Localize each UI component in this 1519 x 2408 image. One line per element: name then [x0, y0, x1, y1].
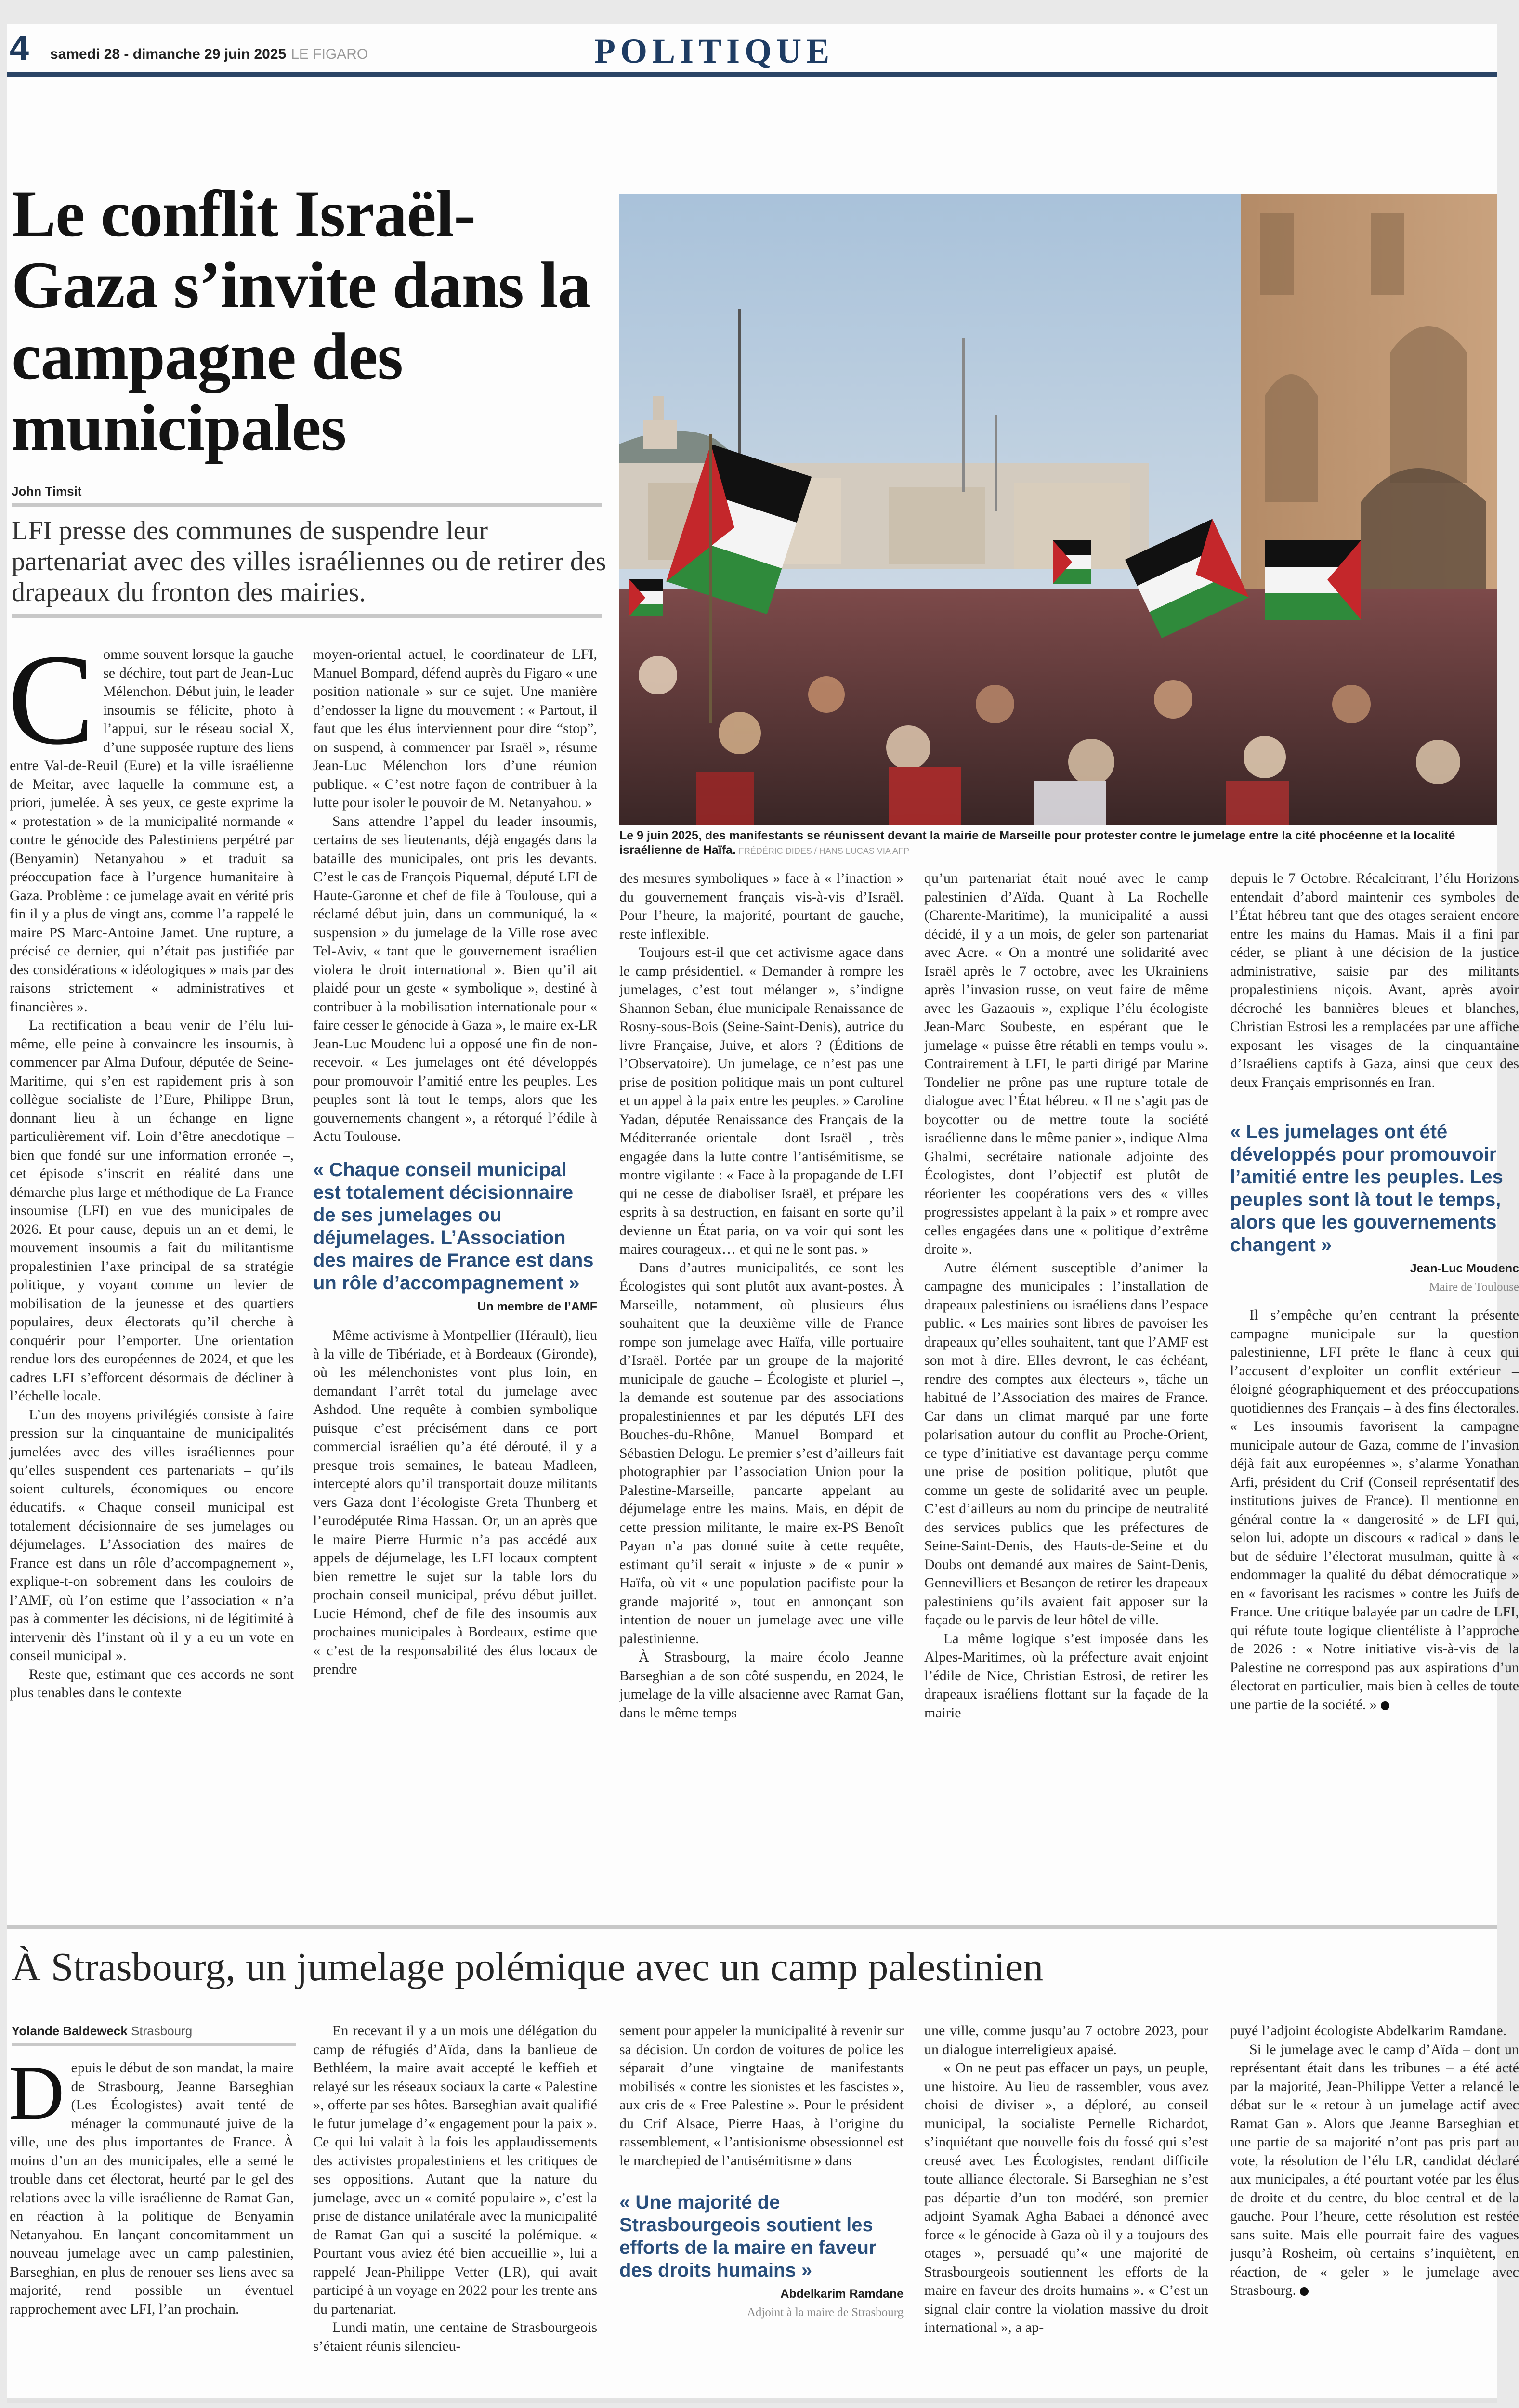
dateline — [50, 46, 368, 63]
paragraph: une ville, comme jusqu’au 7 octobre 2023, pour un dialogue interreligieux apaisé. — [924, 2023, 1208, 2057]
caption-text: Le 9 juin 2025, des manifestants se réunissent devant la mairie de Marseille pour protester contre le jumelage entre la cité phocéenne et la localité israélienne de Haïfa. — [619, 829, 1455, 857]
paragraph: Reste que, estimant que ces accords ne sont plus tenables dans le contexte — [10, 1666, 294, 1701]
drop-cap: C — [8, 628, 95, 772]
byline-place: Strasbourg — [131, 2024, 193, 2038]
photo-caption — [619, 828, 1486, 858]
byline-name: Yolande Baldeweck — [12, 2024, 128, 2038]
article-byline: John Timsit — [12, 484, 82, 498]
paragraph: Autre élément susceptible d’animer la campagne des municipales : l’installation de drapeaux palestiniens ou israéliens dans l’espace public. « Les mairies sont libres de pavoiser les drapeaux qu’elles souhaitent, tant que l’AMF est son mot à dire. Elles devront, le cas échéant, rendre des comptes aux électeurs », tâche un habitué de l’Association des maires de France. Car dans un climat marqué par une forte polarisation autour du conflit au Proche-Orient, ce type d’initiative est davantage perçu comme une prise de position politique, plutôt que comme un geste de solidarité avec un peuple. C’est d’ailleurs au nom du principe de neutralité des services publics que les préfectures de Seine-Saint-Denis, des Hauts-de-Seine et du Doubs ont demandé aux maires de Saint-Denis, Gennevilliers et Besançon de retirer les drapeaux palestiniens qu’ils avaient fait apposer sur la façade ou le parvis de leur hôtel de ville. — [924, 1259, 1208, 1628]
issue-date: samedi 28 - dimanche 29 juin 2025 — [50, 46, 287, 62]
article-column-5 — [1230, 869, 1519, 1917]
paragraph: des mesures symboliques » face à « l’inaction » du gouvernement français vis-à-vis d’Israël. Pour l’heure, la majorité, pourtant de gauche, reste inflexible. — [619, 870, 904, 942]
paragraph: qu’un partenariat était noué avec le camp palestinien d’Aïda. Quant à La Rochelle (Charente-Maritime), la municipalité a aussi décidé, il y a un mois, de geler son partenariat avec Acre. « On a montré une solidarité avec Israël après le 7 octobre, avec les Ukrainiens après l’invasion russe, on veut faire de même avec les Gazaouis », explique l’élu écologiste Jean-Marc Soubeste, en espérant que le jumelage « puisse être rétabli en temps voulu ». Contrairement à LFI, le parti dirigé par Marine Tondelier ne prône pas une rupture totale de dialogue avec l’État hébreu. « Il ne s’agit pas de boycotter ou de mettre toute la société israélienne dans le même panier », indique Alma Ghalmi, secrétaire nationale adjointe des Écologistes, dont l’objectif est plutôt de réorienter les coopérations vers des « villes progressistes appelant à la paix » et rompre avec celles engagées dans une « politique d’extrême droite ». — [924, 870, 1208, 1257]
paragraph: Lundi matin, une centaine de Strasbourgeois s’étaient réunis silencieu- — [313, 2319, 597, 2354]
article-photo — [619, 194, 1497, 825]
article-column-4 — [924, 869, 1208, 1917]
header-rule — [7, 72, 1497, 77]
pull-quote: « Chaque conseil municipal est totalement décisionnaire de ses jumelages ou déjumelages. L’Association des maires de France est dans un rôle d’accompagnement » — [313, 1159, 594, 1294]
paragraph: « On ne peut pas effacer un pays, un peuple, une histoire. Au lieu de rassembler, vous avez choisi de diviser », a déploré, au conseil municipal, la socialiste Pernelle Richardot, s’inquiétant que nouvelle fois du fossé qui s’est creusé avec Les Écologistes, rendant difficile toute alliance électorale. Si Barseghian ne s’est pas départie d’un ton modéré, son premier adjoint Syamak Agha Babaei a dénoncé avec force « le génocide à Gaza où il y a toujours des otages », persuadé qu’« une majorité de Strasbourgeois soutiennent les efforts de la maire en faveur des droits humains ». « C’est un signal clair contre la violation massive du droit international », a ap- — [924, 2060, 1208, 2335]
article2-byline — [12, 2024, 192, 2039]
divider — [12, 2043, 296, 2046]
paragraph: À Strasbourg, la maire écolo Jeanne Barseghian a de son côté suspendu, en 2024, le jumelage de la ville alsacienne avec Ramat Gan, dans le même temps — [619, 1649, 904, 1721]
divider — [12, 503, 602, 507]
paragraph: La rectification a beau venir de l’élu lui-même, elle peine à convaincre les insoumis, à commencer par Alma Dufour, députée de Seine-Maritime, qui s’en est rapidement pris à son collègue socialiste de l’Eure, Philippe Brun, donnant lieu à un échange en ligne particulièrement vif. Loin d’être anecdotique – bien que fondé sur une information erronée –, cet épisode s’inscrit en réalité dans une démarche plus large et méthodique de La France insoumise (LFI) en vue des municipales de 2026. Et pour cause, depuis un an et demi, le mouvement insoumis a fait du militantisme propalestinien l’axe principal de sa stratégie politique, y voyant comme un levier de mobilisation de la jeunesse et des quartiers populaires, deux électorats qu’il cherche à conquérir pour l’emporter. Une orientation rendue lors des européennes de 2024, et que les cadres LFI s’efforcent désormais de décliner à l’échelle locale. — [10, 1017, 294, 1404]
paragraph: omme souvent lorsque la gauche se déchire, tout part de Jean-Luc Mélenchon. Début juin, le leader insoumis se félicite, photo à l’appui, sur le réseau social X, d’une supposée rupture des liens entre Val-de-Reuil (Eure) et la ville israélienne de Meitar, avec laquelle la commune est, a priori, jumelée. À ses yeux, ce geste exprime la « protestation » de la municipalité normande « contre le génocide des Palestiniens perpétré par (Benyamin) Netanyahou » et traduit sa préoccupation face à l’urgence humanitaire à Gaza. Problème : ce jumelage avait en vérité pris fin il y a plus de vingt ans, comme l’a rappelé le maire PS Marc-Antoine Jamet. Une rupture, a précisé ce dernier, qui n’était pas justifiée par des considérations « idéologiques » mais par des raisons strictement « administratives et financières ». — [10, 646, 294, 1015]
pull-quote-role: Maire de Toulouse — [1429, 1280, 1519, 1294]
article2-column-1 — [9, 2050, 294, 2396]
end-of-article-mark — [1381, 1701, 1389, 1710]
pull-quote: « Une majorité de Strasbourgeois soutient les efforts de la maire en faveur des droits humains » — [619, 2192, 877, 2281]
article2-headline: À Strasbourg, un jumelage polémique avec un camp palestinien — [12, 1945, 1044, 1989]
paragraph: Dans d’autres municipalités, ce sont les Écologistes qui sont plutôt aux avant-postes. À Marseille, notamment, où plusieurs élus souhaitent que la deuxième ville de France rompe son jumelage avec Haïfa, ville portuaire d’Israël. Portée par un groupe de la majorité municipale de gauche – Écologiste et pluriel –, la demande est soutenue par des associations propalestiniennes et par les députés LFI des Bouches-du-Rhône, Manuel Bompard et Sébastien Delogu. Le premier s’est d’ailleurs fait photographier par l’association Union pour la Palestine-Marseille, pancarte appelant au déjumelage entre les mains. Mais, en dépit de cette pression militante, le maire ex-PS Benoît Payan n’a pas donné suite à cette requête, estimant qu’il serait « injuste » de « punir » Haïfa, où vit « une population pacifiste pour la grande majorité », tout en annonçant son intention de nouer un jumelage avec une ville palestinienne. — [619, 1259, 904, 1647]
paragraph: Même activisme à Montpellier (Hérault), lieu à la ville de Tibériade, et à Bordeaux (Gironde), où les mélenchonistes vont plus loin, en demandant l’arrêt total du jumelage avec Ashdod. Une requête à combien symbolique puisque c’est précisément dans ce port commercial israélien qu’a été dérouté, il y a presque trois semaines, le bateau Madleen, intercepté alors qu’il transportait douze militants vers Gaza dont l’écologiste Greta Thunberg et l’eurodéputée Rima Hassan. Or, un an après que le maire Pierre Hurmic n’a pas accédé aux appels de déjumelage, les LFI locaux comptent bien remettre le sujet sur la table lors du prochain conseil municipal, prévu début juillet. Lucie Hémond, chef de file des insoumis aux prochaines municipales à Bordeaux, estime que « c’est de la responsabilité des élus locaux de prendre — [313, 1327, 597, 1677]
paragraph: Sans attendre l’appel du leader insoumis, certains de ses lieutenants, déjà engagés dans la bataille des municipales, ont pris les devants. C’est le cas de François Piquemal, député LFI de Haute-Garonne et chef de file à Toulouse, qui a réclamé début juin, dans un communiqué, la « suspension » du jumelage de la Ville rose avec Tel-Aviv, « tant que le gouvernement israélien violera le droit international ». Bien qu’il ait plaidé pour un geste « symbolique », destiné à contribuer à la mobilisation internationale pour « faire cesser le génocide à Gaza », le maire ex-LR Jean-Luc Moudenc lui a opposé une fin de non-recevoir. « Les jumelages ont été développés pour promouvoir l’amitié entre les peuples. Les peuples sont là tout le temps, alors que les gouvernements changent », a rétorqué l’édile à Actu Toulouse. — [313, 813, 597, 1144]
article2-column-4 — [924, 2022, 1208, 2396]
paragraph: Toujours est-il que cet activisme agace dans le camp présidentiel. « Demander à rompre les jumelages, c’est tout mélanger », s’indigne Shannon Seban, élue municipale Renaissance de Rosny-sous-Bois (Seine-Saint-Denis), autrice du livre Française, Juive, et alors ? (Éditions de l’Observatoire). Un jumelage, ce n’est pas une prise de position politique mais un pont culturel et un appel à la paix entre les peuples. » Caroline Yadan, députée Renaissance des Français de la Méditerranée orientale – dont Israël –, très engagée dans la lutte contre l’antisémitisme, se montre vigilante : « Face à la propagande de LFI qui ne cesse de diaboliser Israël, et prépare les esprits à sa destruction, en faisant en sorte qu’il devienne un État paria, on va voir qui sont les maires courageux… et qui ne le sont pas. » — [619, 944, 904, 1257]
newspaper-name: LE FIGARO — [291, 46, 368, 62]
paragraph: En recevant il y a un mois une délégation du camp de réfugiés d’Aïda, dans la banlieue de Bethléem, la maire avait accepté le keffieh et relayé sur les réseaux sociaux la carte « Palestine », offerte par ses hôtes. Barseghian avait qualifié le futur jumelage d’« engagement pour la paix ». Ce qui lui valait à la fois les applaudissements des activistes propalestiniens et les critiques de ses oppositions. Autant que la nature du jumelage, avec un « comité populaire », c’est la prise de distance unilatérale avec la municipalité de Ramat Gan qui a suscité la polémique. « Pourtant vous aviez été bien accueillie », lui a rappelé Jean-Philippe Vetter (LR), qui avait participé à un voyage en 2022 pour les trente ans du partenariat. — [313, 2023, 597, 2317]
paragraph-text: Si le jumelage avec le camp d’Aïda – dont un représentant était dans les tribunes – a été acté par la majorité, Jean-Philippe Vetter a relancé le débat sur le « retour à un jumelage actif avec Ramat Gan ». Alors que Jeanne Barseghian et une partie de sa majorité n’ont pas pris part au vote, la résolution de l’élu LR, candidat déclaré aux municipales, a été pourtant votée par les élus de droite et du centre, du bloc central et de la gauche. Pour l’heure, cette résolution est restée sans suite. Mais elle pourrait faire des vagues jusqu’à Rosheim, où certains s’inquiètent, en réaction, de « geler » le jumelage avec Strasbourg. — [1230, 2041, 1519, 2298]
paragraph: moyen-oriental actuel, le coordinateur de LFI, Manuel Bompard, défend auprès du Figaro « une position nationale » sur ce sujet. Une manière d’endosser la ligne du mouvement : « Partout, il faut que les élus interviennent pour dire “stop”, on suspend, à commencer par Israël », résume Jean-Luc Mélenchon lors d’une réunion publique. « C’est notre façon de contribuer à la lutte pour isoler le pouvoir de M. Netanyahou. » — [313, 646, 597, 811]
pull-quote: « Les jumelages ont été développés pour promouvoir l’amitié entre les peuples. Les peuples sont là tout le temps, alors que les gouvernements changent » — [1230, 1121, 1503, 1256]
paragraph: depuis le 7 Octobre. Récalcitrant, l’élu Horizons entendait d’abord maintenir ces symboles de l’État hébreu tant que des otages seraient encore entre les mains du Hamas. Mais il a fini par céder, se pliant à une décision de la justice administrative, saisie par des militants propalestiniens niçois. Avant, après avoir décroché les bannières bleues et blanches, Christian Estrosi les a remplacées par une affiche exposant les visages de la cinquantaine d’Israéliens captifs à Gaza, ainsi que ceux des deux Français emprisonnés en Iran. — [1230, 870, 1519, 1090]
article2-column-5 — [1230, 2022, 1519, 2396]
paragraph: sement pour appeler la municipalité à revenir sur sa décision. Un cordon de voitures de police les séparait d’une vingtaine de manifestants mobilisés « contre les sionistes et les fascistes », aux cris de « Free Palestine ». Pour le président du Crif Alsace, Pierre Haas, à l’origine du rassemblement, « l’antisionisme obsessionnel est le marchepied de l’antisémitisme » dans — [619, 2023, 904, 2169]
article-column-1 — [8, 628, 294, 1917]
pull-quote-author: Abdelkarim Ramdane — [780, 2287, 904, 2301]
section-rubric: POLITIQUE — [594, 32, 835, 70]
article-headline: Le conflit Israël-Gaza s’invite dans la campagne des municipales — [12, 177, 590, 464]
paragraph — [1230, 2041, 1519, 2300]
divider — [12, 614, 602, 618]
paragraph: L’un des moyens privilégiés consiste à faire pression sur la cinquantaine de municipalités jumelées avec des villes israéliennes pour qu’elles suspendent ces partenariats – qu’ils soient culturels, économiques ou encore éducatifs. « Chaque conseil municipal est totalement décisionnaire de ses jumelages ou déjumelages. L’Association des maires de France est dans un rôle d’accompagnement », explique-t-on sobrement dans les couloirs de l’AMF, où l’on estime que l’association « n’a pas à commenter les décisions, ni de légitimité à intervenir dès l’instant où il y a eu un vote en conseil municipal ». — [10, 1406, 294, 1663]
pull-quote-role: Adjoint à la maire de Strasbourg — [746, 2305, 904, 2319]
pull-quote-author: Jean-Luc Moudenc — [1410, 1262, 1519, 1275]
pull-quote-author: Un membre de l’AMF — [477, 1299, 597, 1313]
end-of-article-mark — [1300, 2287, 1309, 2296]
page-number: 4 — [10, 29, 29, 67]
paragraph: epuis le début de son mandat, la maire de Strasbourg, Jeanne Barseghian (Les Écologistes) avait tenté de ménager la communauté juive de la ville, une des plus importantes de France. À moins d’un an des municipales, elle a semé le trouble dans cet électorat, heurté par le gel des relations avec la ville israélienne de Ramat Gan, en réaction à la politique de Benyamin Netanyahou. En lançant concomitamment un nouveau jumelage avec un camp palestinien, Barseghian, en plus de renouer ses liens avec sa majorité, rend possible un éventuel rapprochement avec LFI, l’an prochain. — [10, 2060, 294, 2317]
article2-column-3 — [619, 2022, 904, 2396]
section-divider — [7, 1925, 1497, 1929]
paragraph — [1230, 1306, 1519, 1714]
paragraph-text: Il s’empêche qu’en centrant la présente campagne municipale sur la question palestinienne, LFI prête le flanc à ceux qui l’accusent d’exploiter un conflit extérieur – éloigné géographiquement et des préoccupations quotidiennes des Français – à des fins électorales. « Les insoumis favorisent la campagne municipale autour de Gaza, comme de l’invasion déjà fait aux européennes », s’alarme Yonathan Arfi, président du Crif (Conseil représentatif des institutions juives de France). Il mentionne en général contre la « dangerosité » de LFI qui, selon lui, adopte un discours « radical » dans le but de séduire l’électorat musulman, quitte à « endommager la qualité du débat démocratique » en « favorisant les racismes » contre les Juifs de France. Une critique balayée par un cadre de LFI, qui réfute toute logique clientéliste à l’approche de 2026 : « Notre initiative vis-à-vis de la Palestine ne correspond pas aux aspirations d’un électorat en particulier, mais bien à celles de toute une partie de la société. » — [1230, 1307, 1519, 1713]
article-column-3 — [619, 869, 904, 1917]
paragraph: puyé l’adjoint écologiste Abdelkarim Ramdane. — [1230, 2023, 1507, 2039]
page-bottom-edge — [7, 2398, 1497, 2403]
article2-column-2 — [313, 2022, 597, 2396]
drop-cap: D — [9, 2050, 65, 2135]
article-subtitle: LFI presse des communes de suspendre leur partenariat avec des villes israéliennes ou de retirer des drapeaux du fronton des mairies. — [12, 516, 606, 607]
newspaper-page — [7, 24, 1519, 2403]
article-column-2 — [313, 645, 597, 1917]
paragraph: La même logique s’est imposée dans les Alpes-Maritimes, où la préfecture avait enjoint l’édile de Nice, Christian Estrosi, de retirer les drapeaux israéliens flottant sur la façade de la mairie — [924, 1630, 1208, 1721]
protest-photo-illustration — [619, 194, 1497, 825]
photo-credit: FRÉDÉRIC DIDES / HANS LUCAS VIA AFP — [738, 846, 909, 856]
